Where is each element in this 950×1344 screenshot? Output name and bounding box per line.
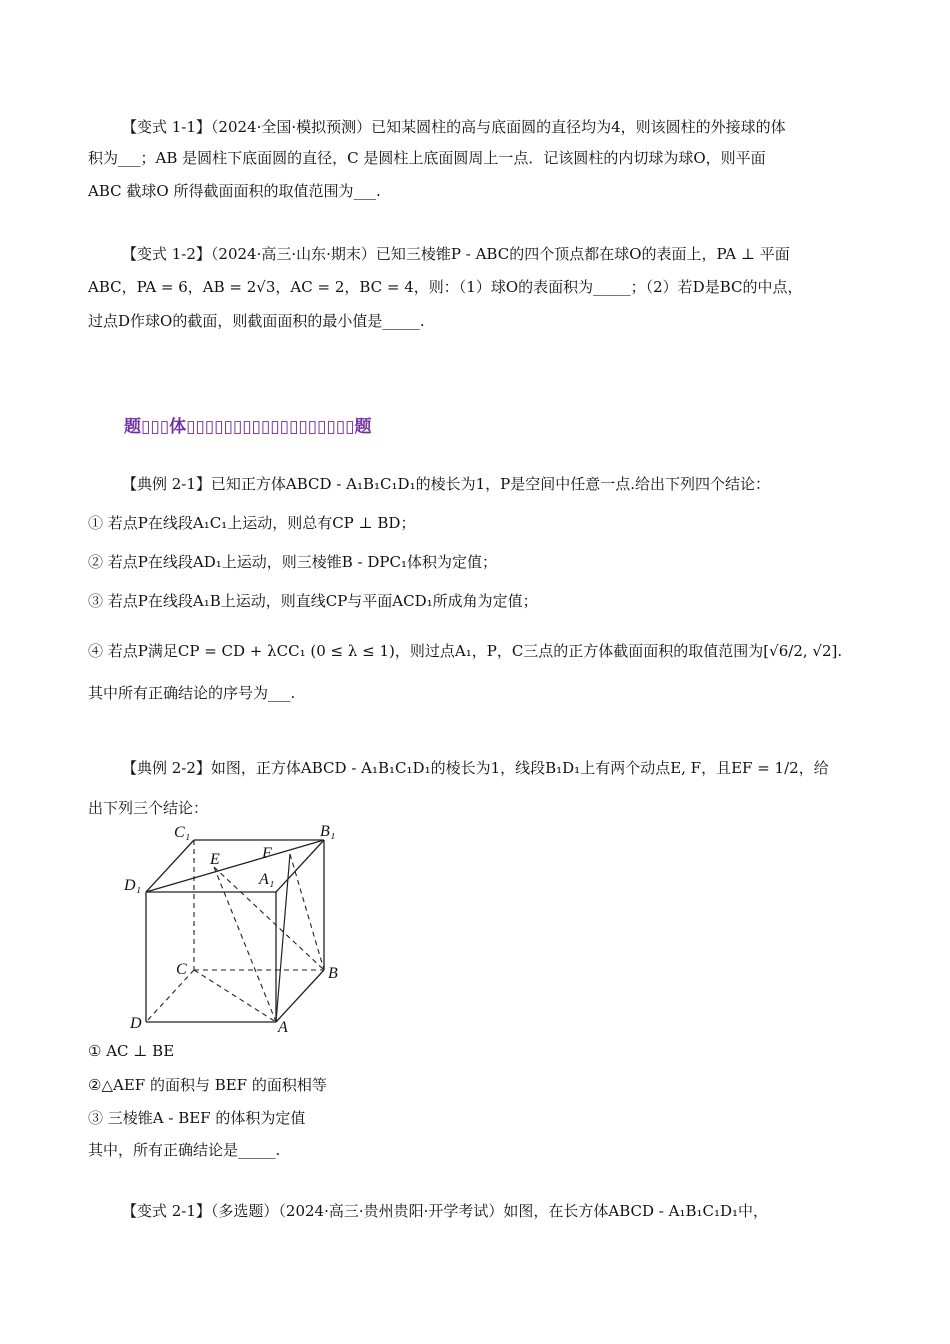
example-2-1-conclusion-3: ③ 若点P在线段A₁B上运动，则直线CP与平面ACD₁所成角为定值； <box>88 592 538 610</box>
example-2-2-question: 其中，所有正确结论是_____. <box>88 1141 281 1159</box>
example-2-1-question: 其中所有正确结论的序号为___. <box>88 684 296 702</box>
label-f: F <box>262 845 272 862</box>
variant-1-1-line-2: 积为___；AB 是圆柱下底面圆的直径，C 是圆柱上底面圆周上一点．记该圆柱的内切球为球O，则平面 <box>88 149 766 167</box>
label-b1: B₁ <box>320 823 336 840</box>
label-a1: A₁ <box>259 871 275 888</box>
example-2-2-statement-2: ②△AEF 的面积与 BEF 的面积相等 <box>88 1076 327 1094</box>
section-heading: 题▯▯▯体▯▯▯▯▯▯▯▯▯▯▯▯▯▯▯▯▯▯题 <box>124 417 372 437</box>
label-e: E <box>210 851 220 868</box>
label-b: B <box>328 965 338 982</box>
label-c: C <box>176 961 187 978</box>
example-2-2-line-1: 【典例 2-2】如图，正方体ABCD - A₁B₁C₁D₁的棱长为1，线段B₁D₁上有两个动点E, F，且EF = 1/2，给 <box>122 759 829 777</box>
variant-1-2-line-3: 过点D作球O的截面，则截面面积的最小值是_____. <box>88 312 425 330</box>
variant-1-1-line-1: 【变式 1-1】（2024·全国·模拟预测）已知某圆柱的高与底面圆的直径均为4，则该圆柱的外接球的体 <box>122 118 786 136</box>
example-2-1-conclusion-1: ① 若点P在线段A₁C₁上运动，则总有CP ⊥ BD； <box>88 514 416 532</box>
example-2-1-conclusion-2: ② 若点P在线段AD₁上运动，则三棱锥B - DPC₁体积为定值； <box>88 553 497 571</box>
example-2-2-line-2: 出下列三个结论： <box>88 799 209 817</box>
cube-figure <box>118 822 358 1040</box>
edge-fa <box>276 854 290 1022</box>
label-d1: D₁ <box>124 877 142 894</box>
variant-2-1-line-1: 【变式 2-1】（多选题）（2024·高三·贵州贵阳·开学考试）如图，在长方体ABCD - A₁B₁C₁D₁中， <box>122 1202 769 1220</box>
example-2-2-statement-1: ① AC ⊥ BE <box>88 1042 175 1060</box>
variant-1-2-line-2: ABC，PA = 6，AB = 2√3，AC = 2，BC = 4，则：（1）球O的表面积为_____；（2）若D是BC的中点， <box>88 278 803 296</box>
example-2-2-statement-3: ③ 三棱锥A - BEF 的体积为定值 <box>88 1109 306 1127</box>
label-c1: C₁ <box>174 824 191 841</box>
variant-1-2-line-1: 【变式 1-2】（2024·高三·山东·期末）已知三棱锥P - ABC的四个顶点都在球O的表面上，PA ⊥ 平面 <box>122 245 790 263</box>
label-d: D <box>130 1015 142 1032</box>
label-a: A <box>278 1019 288 1036</box>
example-2-1-intro: 【典例 2-1】已知正方体ABCD - A₁B₁C₁D₁的棱长为1，P是空间中任意一点.给出下列四个结论： <box>122 475 770 493</box>
example-2-1-conclusion-4: ④ 若点P满足CP = CD + λCC₁ (0 ≤ λ ≤ 1)，则过点A₁，P，C三点的正方体截面面积的取值范围为[√6/2, √2]. <box>88 642 843 660</box>
variant-1-1-line-3: ABC 截球O 所得截面面积的取值范围为___. <box>88 182 381 200</box>
